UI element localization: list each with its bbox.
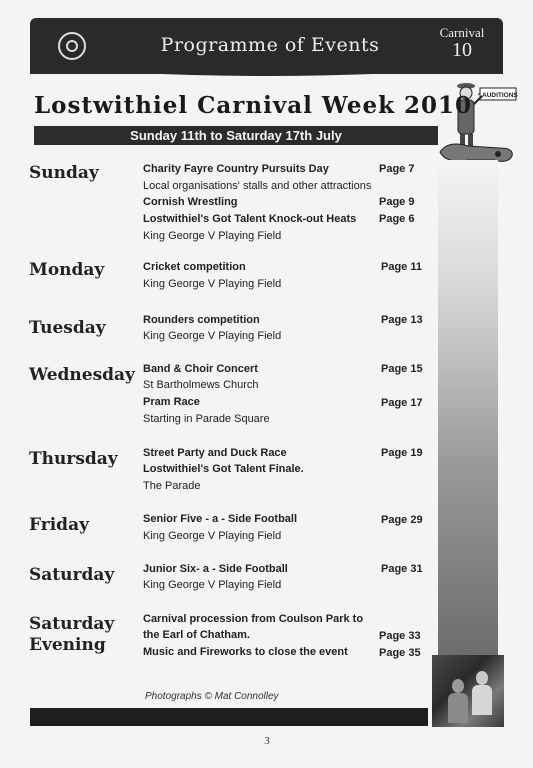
day-wednesday: Wednesday [29, 365, 135, 385]
carnival-label: Carnival [439, 25, 485, 40]
carnival-number: 10 [452, 39, 472, 61]
day-monday: Monday [29, 260, 105, 280]
event-venue: King George V Playing Field [143, 579, 282, 591]
page-ref: Page 6 [379, 213, 415, 225]
page-ref: Page 9 [379, 196, 415, 208]
event-venue: King George V Playing Field [143, 278, 282, 290]
event-title: Rounders competition [143, 314, 260, 326]
event-title: Pram Race [143, 396, 200, 408]
event-venue: King George V Playing Field [143, 230, 282, 242]
page-ref: Page 31 [381, 563, 423, 575]
page-ref: Page 35 [379, 647, 421, 659]
page-ref: Page 11 [381, 261, 422, 273]
page-ref: Page 17 [381, 397, 423, 409]
event-title: Music and Fireworks to close the event [143, 646, 348, 658]
auditions-sign-text: AUDITIONS [482, 92, 518, 99]
event-photo [432, 655, 504, 727]
event-venue: The Parade [143, 480, 201, 492]
event-venue: Starting in Parade Square [143, 413, 270, 425]
date-range-bar: Sunday 11th to Saturday 17th July [34, 126, 438, 145]
page-title: Lostwithiel Carnival Week 2010 [34, 92, 473, 119]
event-title: Charity Fayre Country Pursuits Day [143, 163, 329, 175]
carnival-number-label [430, 26, 494, 61]
event-title: Cricket competition [143, 261, 246, 273]
page-ref: Page 33 [379, 630, 421, 642]
event-title: Band & Choir Concert [143, 363, 258, 375]
event-title: the Earl of Chatham. [143, 629, 250, 641]
day-friday: Friday [29, 515, 89, 535]
page-ref: Page 7 [379, 163, 415, 175]
day-saturday: Saturday [29, 565, 115, 585]
day-sunday: Sunday [29, 163, 99, 183]
banner-title: Programme of Events [160, 34, 380, 56]
event-title: Lostwithiel's Got Talent Knock-out Heats [143, 213, 357, 225]
footer-bar [30, 708, 428, 726]
page-ref: Page 19 [381, 447, 423, 459]
event-venue: King George V Playing Field [143, 530, 282, 542]
event-title: Cornish Wrestling [143, 196, 238, 208]
event-venue: St Bartholmews Church [143, 379, 259, 391]
page-ref: Page 29 [381, 514, 423, 526]
event-detail: Local organisations' stalls and other attractions [143, 180, 372, 192]
event-title: Senior Five - a - Side Football [143, 513, 298, 525]
event-title: Junior Six- a - Side Football [143, 563, 288, 575]
page-ref: Page 13 [381, 314, 423, 326]
event-title: Carnival procession from Coulson Park to [143, 613, 364, 625]
day-thursday: Thursday [29, 449, 118, 469]
rotary-emblem-icon [58, 32, 86, 60]
page-number: 3 [264, 735, 270, 747]
banner-curve [30, 60, 503, 82]
day-saturday-evening-line1: Saturday [29, 614, 115, 634]
day-saturday-evening-line2: Evening [29, 635, 106, 655]
page-ref: Page 15 [381, 363, 423, 375]
decorative-gradient-strip [438, 160, 498, 665]
event-title: Street Party and Duck Race [143, 447, 287, 459]
event-venue: King George V Playing Field [143, 330, 282, 342]
event-title: Lostwithiel's Got Talent Finale. [143, 463, 304, 475]
photo-credit: Photographs © Mat Connolley [145, 691, 279, 702]
day-tuesday: Tuesday [29, 318, 106, 338]
